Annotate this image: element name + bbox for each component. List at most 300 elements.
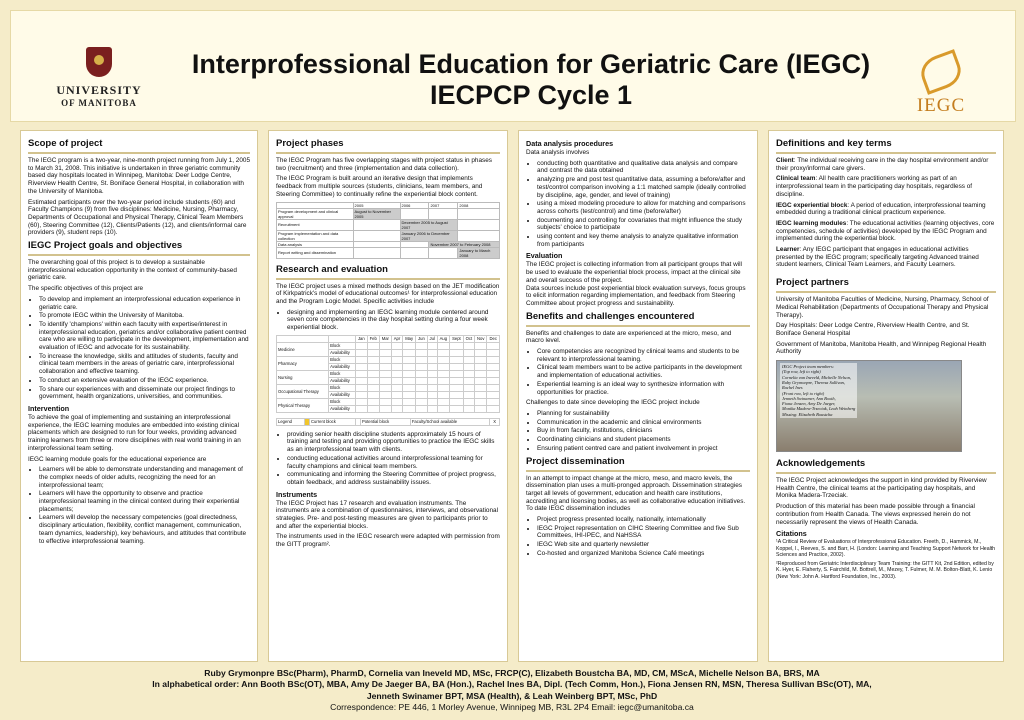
schedule-cell <box>416 349 428 356</box>
gantt-cell <box>353 219 400 230</box>
schedule-cell <box>356 405 368 412</box>
evaluation-paragraph: The IEGC project is collecting information from all participant groups that will be used to evaluate the experiential block process, impact at the clinical site and overall success of the project. Data sources include post experiential block evaluation surveys, focus groups to elicit information regarding implementation, and feedback from Steering Committee about project progress and sustainability. <box>526 261 746 307</box>
month-header: Apr <box>391 335 402 342</box>
gantt-year: 2005 <box>353 202 400 208</box>
divider <box>776 291 996 293</box>
list-item: • designing and implementing an IEGC learning module centered around seven core competencies in the day hospital setting during a four week experiential block. <box>287 309 500 332</box>
acknowledgements-heading: Acknowledgements <box>776 458 866 470</box>
list-item: • To increase the knowledge, skills and attitudes of students, faculty and clinical team members in the areas of geriatric care, interprofessional collaboration and effective teaming. <box>39 353 250 376</box>
row-type-label: Availability <box>329 391 356 398</box>
instruments-heading: Instruments <box>276 489 318 499</box>
team-photo <box>776 360 962 452</box>
citation-1: ¹A Critical Review of Evaluations of Interprofessional Education. Freeth, D., Hammick, M., Koppel, I., Reeves, S. and Barr, H. (London: Learning and Teaching Support Network for Health Sciences and Practice, 2002). <box>776 539 996 558</box>
schedule-cell <box>437 405 449 412</box>
schedule-cell <box>437 356 449 363</box>
schedule-cell <box>416 370 428 377</box>
schedule-cell <box>367 342 379 349</box>
schedule-cell <box>463 391 474 398</box>
gantt-row-label: Program development and clinical approval <box>277 208 354 219</box>
logo-line2: OF MANITOBA <box>61 98 137 108</box>
authors-line-2: In alphabetical order: Ann Booth BSc(OT), MBA, Amy De Jaeger BA, BA (Hon.), Rachel Ines BA, Dipl. (Tech Comm, Hon.), Fiona Jensen RN, MSN, Theresa Sullivan BSc(OT), MA, <box>152 679 872 690</box>
schedule-cell <box>356 349 368 356</box>
schedule-cell <box>475 370 487 377</box>
gantt-bar: August to November 2005 <box>353 208 400 219</box>
gantt-cell <box>400 247 429 258</box>
schedule-cell <box>487 405 500 412</box>
schedule-cell <box>391 356 402 363</box>
gantt-row-label: Recruitment <box>277 219 354 230</box>
schedule-cell <box>403 349 416 356</box>
benefits-paragraph: Benefits and challenges to date are experienced at the micro, meso, and macro level. <box>526 329 732 345</box>
list-item: • providing senior health discipline students approximately 15 hours of training and testing and providing opportunities to practice the IEGC skills as an interprofessional team with clients. <box>287 431 500 454</box>
authors-line-3: Jenneth Swinamer BPT, MSA (Health), & Leah Weinberg BPT, MSc, PhD <box>366 690 658 701</box>
correspondence-line: Correspondence: PE 446, 1 Morley Avenue, Winnipeg MB, R3L 2P4 Email: iegc@umanitoba.ca <box>330 702 694 713</box>
list-item: • To develop and implement an interprofessional education experience in geriatric care. <box>39 296 250 311</box>
definition-item <box>776 157 996 172</box>
schedule-cell <box>403 370 416 377</box>
schedule-cell <box>450 342 464 349</box>
goals-heading: IEGC Project goals and objectives <box>28 240 183 252</box>
logo-line1: UNIVERSITY <box>56 83 142 97</box>
schedule-cell <box>427 356 437 363</box>
schedule-cell <box>450 370 464 377</box>
research-paragraph-1: The IEGC project uses a mixed methods design based on the JET modification of Kirkpatrick's model of educational outcomes¹ for interprofessional education and the Program Logic Model. Specific activities include <box>276 282 500 305</box>
schedule-cell <box>403 342 416 349</box>
schedule-cell <box>450 363 464 370</box>
legend-current-label: Current block <box>309 418 355 425</box>
schedule-cell <box>391 349 402 356</box>
caption-line: (Front row, left to right) <box>782 390 825 396</box>
gantt-cell <box>458 230 500 241</box>
legend-title: Legend <box>277 418 305 425</box>
schedule-cell <box>416 398 428 405</box>
divider <box>526 470 750 472</box>
schedule-cell <box>463 363 474 370</box>
schedule-cell <box>379 370 391 377</box>
schedule-cell <box>450 377 464 384</box>
schedule-cell <box>391 391 402 398</box>
schedule-cell <box>463 356 474 363</box>
list-item: • communicating and informing the Steering Committee of project progress, obtain feedback, and address sustainability issues. <box>287 471 500 486</box>
schedule-cell <box>450 398 464 405</box>
schedule-cell <box>391 342 402 349</box>
schedule-cell <box>367 356 379 363</box>
list-item: • Communication in the academic and clinical environments <box>537 419 750 427</box>
list-item: • To conduct an extensive evaluation of the IEGC experience. <box>39 377 250 385</box>
legend-potential-label: Potential block <box>360 418 410 425</box>
schedule-cell <box>427 391 437 398</box>
evaluation-heading: Evaluation <box>526 251 563 261</box>
schedule-cell <box>379 384 391 391</box>
gantt-cell <box>429 247 458 258</box>
goals-paragraph-2: The specific objectives of this project are <box>28 285 144 293</box>
schedule-cell <box>487 384 500 391</box>
gantt-cell <box>429 208 458 219</box>
benefits-heading: Benefits and challenges encountered <box>526 310 695 322</box>
column-4 <box>768 130 1004 662</box>
schedule-cell <box>475 342 487 349</box>
header <box>10 10 1016 122</box>
caption-line: IEGC Project team members: <box>782 364 835 370</box>
schedule-cell <box>379 377 391 384</box>
row-type-label: Availability <box>329 363 356 370</box>
schedule-cell <box>356 363 368 370</box>
schedule-cell <box>379 405 391 412</box>
definition-text: : The individual receiving care in the day hospital environment and/or their proxy/informal care givers. <box>776 157 989 172</box>
divider <box>276 152 500 154</box>
schedule-cell <box>437 342 449 349</box>
schedule-cell <box>437 370 449 377</box>
schedule-cell <box>367 363 379 370</box>
schedule-cell <box>403 377 416 384</box>
schedule-cell <box>437 377 449 384</box>
schedule-cell <box>437 391 449 398</box>
scope-paragraph-2: Estimated participants over the two-year period include students (60) and Faculty Champions (9) from five disciplines: Medicine, Nursing, Pharmacy, Departments of Occupational and Physical Therapy, Clinical Team Members (60), Steering Committee (12), Clients/Patients (12), and clients/informal care providers (9), student reps (10). <box>28 198 247 237</box>
list-item: • Planning for sustainability <box>537 410 750 418</box>
gantt-row-label: Program implementation and data collection <box>277 230 354 241</box>
schedule-cell <box>391 363 402 370</box>
schedule-cell <box>437 384 449 391</box>
schedule-cell <box>416 391 428 398</box>
phases-paragraph-1: The IEGC Program has five overlapping stages with project status in phases two (recruitment) and three (implementation and data collection). <box>276 157 492 172</box>
schedule-cell <box>475 363 487 370</box>
data-analysis-intro: Data analysis involves <box>526 149 590 156</box>
caption-line: Rachel Ines <box>782 385 803 391</box>
caption-line: Monika Madera-Trzeciak, Leah Weinberg <box>782 406 856 412</box>
benefits-list <box>526 348 750 396</box>
schedule-cell <box>403 363 416 370</box>
citations-heading: Citations <box>776 529 807 539</box>
list-item: • IEGC Project representation on CIHC Steering Committee and five Sub Committees, IHI-IPEC, and NaHSSA <box>537 525 750 540</box>
schedule-cell <box>487 342 500 349</box>
definition-text: : Any IEGC participant that engages in educational activities presented by the IEGC program; specifically targeting Advanced trained student learners, Clinical Team Learners, and Faculty Learners. <box>776 246 979 269</box>
goals-list <box>28 296 250 401</box>
definition-text: : All health care practitioners working as part of an interprofessional team in the participating day hospitals, regardless of discipline. <box>776 175 973 198</box>
title-line1: Interprofessional Education for Geriatric Care (IEGC) <box>191 49 871 79</box>
crest-icon <box>86 47 112 77</box>
research-list-1 <box>276 309 500 332</box>
grid-corner <box>277 335 329 342</box>
grid-corner <box>329 335 356 342</box>
schedule-cell <box>427 363 437 370</box>
schedule-cell <box>367 370 379 377</box>
schedule-cell <box>356 398 368 405</box>
schedule-cell <box>475 349 487 356</box>
definition-item <box>776 175 996 198</box>
schedule-cell <box>427 349 437 356</box>
phases-gantt-table <box>276 202 500 259</box>
schedule-cell <box>403 356 416 363</box>
schedule-cell <box>403 391 416 398</box>
definition-term: Client <box>776 157 794 164</box>
month-header: Sept <box>450 335 464 342</box>
intervention-list <box>28 466 250 545</box>
schedule-cell <box>403 384 416 391</box>
schedule-cell <box>450 356 464 363</box>
list-item: • Learners will develop the necessary competencies (goal directedness, disciplinary articulation, flexibility, conflict management, communication, team dynamics, leadership), key behaviours, and attitudes that contribute to effective interprofessional teaming. <box>39 514 250 545</box>
scope-paragraph-1: The IEGC program is a two-year, nine-month project running from July 1, 2005 to March 31, 2008. This initiative is undertaken in three geriatric community based day hospitals located in Winnipeg, Manitoba: Deer Lodge Centre, Riverview Health Centre, St. Boniface General Hospital, in collaboration with the University of Manitoba. <box>28 157 250 195</box>
schedule-cell <box>379 363 391 370</box>
list-item: • Coordinating clinicians and student placements <box>537 436 750 444</box>
month-header: Feb <box>367 335 379 342</box>
gantt-bar: January 2006 to December 2007 <box>400 230 458 241</box>
month-header: Oct <box>463 335 474 342</box>
divider <box>776 472 996 474</box>
month-header: Dec <box>487 335 500 342</box>
dissemination-list <box>526 516 750 558</box>
schedule-cell <box>475 398 487 405</box>
schedule-cell <box>356 370 368 377</box>
data-analysis-heading: Data analysis procedures <box>526 139 614 148</box>
caption-line: Cornelia van Ineveld, Michelle Nelson, <box>782 374 852 380</box>
row-type-label: Block <box>329 398 356 405</box>
schedule-cell <box>475 391 487 398</box>
definition-item <box>776 246 996 269</box>
photo-caption <box>780 363 857 418</box>
poster-title <box>161 49 901 111</box>
schedule-cell <box>487 370 500 377</box>
schedule-cell <box>367 398 379 405</box>
schedule-cell <box>367 384 379 391</box>
schedule-cell <box>427 342 437 349</box>
list-item: • Core competencies are recognized by clinical teams and students to be relevant to interprofessional teaming. <box>537 348 750 363</box>
list-item: • To promote IEGC within the University of Manitoba. <box>39 312 250 320</box>
schedule-cell <box>487 398 500 405</box>
schedule-cell <box>427 377 437 384</box>
month-header: Aug <box>437 335 449 342</box>
row-type-label: Availability <box>329 349 356 356</box>
definitions-heading: Definitions and key terms <box>776 138 892 149</box>
research-heading: Research and evaluation <box>276 263 388 275</box>
schedule-cell <box>487 377 500 384</box>
schedule-cell <box>463 370 474 377</box>
list-item: • Buy in from faculty, institutions, clinicians <box>537 427 750 435</box>
schedule-cell <box>427 384 437 391</box>
schedule-cell <box>367 391 379 398</box>
schedule-cell <box>487 349 500 356</box>
legend-x-mark: X <box>490 418 500 425</box>
citation-2: ²Reproduced from Geriatric Interdisciplinary Team Training: the GITT Kit, 2nd Edition, edited by K. Hyer, E. Flaherty, S. Fairchild, M. Bottrell, M., Mezey, T. Fulmer, M. M. Bolton-Blatt, K. Lenio (New York: John A. Hartford Foundation, Inc., 2003). <box>776 561 994 580</box>
data-analysis-list <box>526 160 750 249</box>
intervention-paragraph-2: IEGC learning module goals for the educational experience are <box>28 455 207 463</box>
gantt-cell <box>353 247 400 258</box>
schedule-cell <box>450 384 464 391</box>
intervention-heading: Intervention <box>28 403 70 413</box>
definition-term: Learner <box>776 246 800 254</box>
list-item: • analyzing pre and post test quantitative data, assuming a before/after and test/control comparison involving a 1:1 matched sample (ideally controlled by discipline, age, gender, and level of training) <box>537 176 750 199</box>
schedule-cell <box>379 349 391 356</box>
list-item: • Experiential learning is an ideal way to synthesize information with opportunities for practice. <box>537 381 750 396</box>
discipline-label: Medicine <box>277 342 329 356</box>
caption-line: Jenneth Swinamer, Ann Booth, <box>782 395 836 401</box>
schedule-cell <box>416 384 428 391</box>
title-line2: IECPCP Cycle 1 <box>429 80 633 110</box>
schedule-cell <box>437 349 449 356</box>
schedule-cell <box>475 356 487 363</box>
research-list-2 <box>276 431 500 487</box>
schedule-cell <box>450 391 464 398</box>
month-header: May <box>403 335 416 342</box>
schedule-cell <box>463 384 474 391</box>
schedule-cell <box>416 405 428 412</box>
month-header: Mar <box>379 335 391 342</box>
schedule-cell <box>367 377 379 384</box>
row-type-label: Block <box>329 384 356 391</box>
divider <box>28 254 250 256</box>
schedule-cell <box>367 349 379 356</box>
schedule-cell <box>416 342 428 349</box>
legend-faculty-label: Faculty/School available <box>410 418 490 425</box>
list-item: • conducting educational activities around interprofessional teaming for faculty champions and clinical team members. <box>287 455 500 470</box>
column-1 <box>20 130 258 662</box>
schedule-cell <box>403 398 416 405</box>
phases-heading: Project phases <box>276 138 344 149</box>
schedule-cell <box>487 356 500 363</box>
schedule-cell <box>391 384 402 391</box>
challenges-list <box>526 410 750 453</box>
definition-text: : A period of education, interprofessional teaming embedded during a traditional clinical practicum experience. <box>776 201 986 217</box>
definition-item <box>776 202 996 217</box>
divider <box>28 152 250 154</box>
divider <box>276 278 500 280</box>
schedule-cell <box>463 398 474 405</box>
gantt-cell <box>458 219 500 230</box>
list-item: • To share our experiences with and disseminate our project findings to government, health organizations, universities, and communities. <box>39 386 250 401</box>
row-type-label: Availability <box>329 377 356 384</box>
list-item: • Co-hosted and organized Manitoba Science Café meetings <box>537 550 750 558</box>
month-header: Jul <box>427 335 437 342</box>
university-of-manitoba-logo <box>56 47 142 117</box>
caption-line: Missing: Elizabeth Boustcha <box>782 411 833 417</box>
schedule-cell <box>475 405 487 412</box>
schedule-cell <box>356 356 368 363</box>
schedule-cell <box>450 405 464 412</box>
gantt-cell <box>400 208 429 219</box>
dissemination-heading: Project dissemination <box>526 455 625 467</box>
phases-paragraph-2: The IEGC Program is built around an iterative design that implements feedback from multiple sources (students, clinicians, team members, and Steering Committee) to continually refine the experiential block content. <box>276 175 483 198</box>
gantt-row-label: Data analysis <box>277 241 354 247</box>
schedule-cell <box>356 391 368 398</box>
caption-line: Fiona Jensen, Amy De Jaeger, <box>782 401 836 407</box>
definition-term: IEGC experiential block <box>776 201 848 209</box>
schedule-cell <box>379 342 391 349</box>
schedule-cell <box>463 349 474 356</box>
row-type-label: Block <box>329 370 356 377</box>
gantt-bar: December 2005 to August 2007 <box>400 219 458 230</box>
list-item: • Ensuring patient centred care and patient involvement in project <box>537 445 750 453</box>
schedule-cell <box>437 363 449 370</box>
list-item: • documenting and controlling for covariates that might influence the study subjects' choice to participate <box>537 217 750 232</box>
gantt-cell <box>353 230 400 241</box>
row-type-label: Availability <box>329 405 356 412</box>
authors-line-1: Ruby Grymonpre BSc(Pharm), PharmD, Cornelia van Ineveld MD, MSc, FRCP(C), Elizabeth Boustcha BA, MD, CM, MScA, Michelle Nelson BA, BRS, MA <box>204 668 820 678</box>
goals-paragraph-1: The overarching goal of this project is to develop a sustainable interprofessional education opportunity in the context of community-based geriatric care. <box>28 259 237 282</box>
month-header: Jun <box>416 335 428 342</box>
leaf-icon <box>916 49 965 95</box>
column-3 <box>518 130 758 662</box>
caption-line: (Top row, left to right) <box>782 369 821 375</box>
row-type-label: Block <box>329 342 356 349</box>
list-item: • conducting both quantitative and qualitative data analysis and compare and contrast the data obtained <box>537 160 750 175</box>
schedule-cell <box>475 384 487 391</box>
schedule-cell <box>427 370 437 377</box>
discipline-label: Physical Therapy <box>277 398 329 412</box>
dissemination-paragraph: In an attempt to impact change at the micro, meso, and macro levels, the dissemination plan uses a multi-pronged approach. Dissemination strategies target all levels of government, education and health care institutions, accrediting and licensing bodies, as well as collaborative education initiatives. To date IEGC dissemination includes <box>526 474 746 513</box>
divider <box>776 152 996 154</box>
gantt-year: 2007 <box>429 202 458 208</box>
partners-paragraph-3: Government of Manitoba, Manitoba Health, and Winnipeg Regional Health Authority <box>776 340 987 356</box>
schedule-cell <box>475 377 487 384</box>
schedule-cell <box>416 363 428 370</box>
schedule-cell <box>356 377 368 384</box>
schedule-cell <box>416 356 428 363</box>
scope-heading: Scope of project <box>28 138 103 149</box>
schedule-cell <box>356 384 368 391</box>
gantt-bar: November 2007 to February 2008 <box>429 241 500 247</box>
intervention-paragraph-1: To achieve the goal of implementing and sustaining an interprofessional experience, the IEGC learning modules are embedded into existing clinical placements which are designed to run for four weeks, providing advanced training learners from three or more disciplines with real world training in an interprofessional team setting. <box>28 413 241 452</box>
footer <box>10 668 1014 714</box>
partners-paragraph-2: Day Hospitals: Deer Lodge Centre, Riverview Health Centre, and St. Boniface General Hospital <box>776 322 970 337</box>
column-2 <box>268 130 508 662</box>
definition-term: Clinical team <box>776 175 816 183</box>
schedule-cell <box>403 405 416 412</box>
iegc-logo-text: IEGC <box>916 95 966 116</box>
schedule-cell <box>427 398 437 405</box>
caption-line: Ruby Grymonpre, Theresa Sullivan, <box>782 379 845 385</box>
schedule-cell <box>463 377 474 384</box>
definition-term: IEGC learning modules <box>776 219 847 227</box>
challenges-paragraph: Challenges to date since developing the IEGC project include <box>526 399 700 407</box>
list-item: • Project progress presented locally, nationally, internationally <box>537 516 750 524</box>
schedule-cell <box>356 342 368 349</box>
list-item: • IEGC Web site and quarterly newsletter <box>537 541 750 549</box>
row-type-label: Block <box>329 356 356 363</box>
schedule-cell <box>463 342 474 349</box>
list-item: • Clinical team members want to be active participants in the development and implementation of educational activities. <box>537 364 750 379</box>
gantt-year: 2008 <box>458 202 500 208</box>
instruments-paragraph-2: The instruments used in the IEGC research were adapted with permission from the GITT program². <box>276 533 500 549</box>
schedule-cell <box>463 405 474 412</box>
schedule-cell <box>391 398 402 405</box>
schedule-cell <box>437 398 449 405</box>
schedule-cell <box>416 377 428 384</box>
acknowledgements-paragraph-2: Production of this material has been made possible through a financial contribution from Health Canada. The views expressed herein do not necessarily represent the views of Health Canada. <box>776 503 975 526</box>
list-item: • using a mixed modeling procedure to allow for matching and comparisons across cohorts (test/control) and time (before/after) <box>537 200 750 215</box>
schedule-cell <box>379 356 391 363</box>
acknowledgements-paragraph-1: The IEGC Project acknowledges the support in kind provided by Riverview Health Centre, the clinical teams at the participating day hospitals, and Monika Madera-Trzeciak. <box>776 477 987 500</box>
iegc-logo <box>906 55 976 125</box>
schedule-cell <box>487 363 500 370</box>
gantt-row-label: Report writing and dissemination <box>277 247 354 258</box>
partners-paragraph-1: University of Manitoba Faculties of Medicine, Nursing, Pharmacy, School of Medical Rehabilitation (Departments of Occupational Therapy and Physical Therapy). <box>776 296 989 319</box>
schedule-cell <box>427 405 437 412</box>
schedule-cell <box>450 349 464 356</box>
discipline-label: Nursing <box>277 370 329 384</box>
list-item: • To identify 'champions' within each faculty with expertise/interest in interprofessional education, geriatrics and/or collaborative patient centred care who are willing to participate in the development, implementation and evaluation of IEGC and advocate for its sustainability. <box>39 321 250 352</box>
schedule-cell <box>391 370 402 377</box>
gantt-bar: January to March 2008 <box>458 247 500 258</box>
divider <box>526 325 750 327</box>
instruments-paragraph-1: The IEGC Project has 17 research and evaluation instruments. The instruments are a combination of questionnaires, interviews, and observational strategies. Pre- and post-testing measures are given to participants prior to and after the experiential blocks. <box>276 499 499 530</box>
schedule-cell <box>391 377 402 384</box>
gantt-cell <box>458 208 500 219</box>
month-header: Nov <box>475 335 487 342</box>
gantt-year: 2006 <box>400 202 429 208</box>
list-item: • using content and key theme analysis to analyze qualitative information from participants <box>537 233 750 248</box>
schedule-cell <box>379 398 391 405</box>
month-header: Jan <box>356 335 368 342</box>
block-schedule-table <box>276 335 500 413</box>
